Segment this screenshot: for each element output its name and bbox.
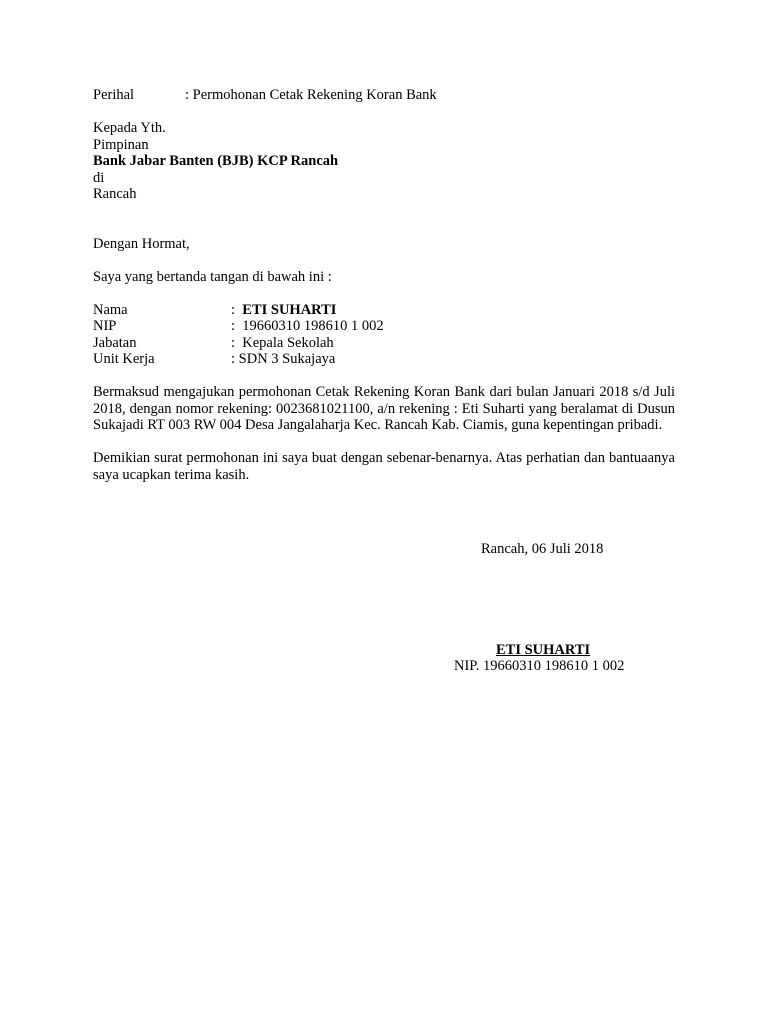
- unit-kerja-label: Unit Kerja: [93, 351, 155, 367]
- signature-name: ETI SUHARTI: [496, 642, 591, 658]
- nip-row: [93, 318, 675, 335]
- recipient-line-1: Kepada Yth.: [93, 120, 166, 136]
- nama-separator: :: [231, 301, 243, 318]
- perihal-label: Perihal: [93, 87, 135, 103]
- jabatan-value: : Kepala Sekolah: [231, 334, 334, 351]
- recipient-bank: Bank Jabar Banten (BJB) KCP Rancah: [93, 153, 339, 169]
- nip-label: NIP: [93, 318, 117, 334]
- recipient-line-2: Pimpinan: [93, 136, 149, 153]
- nama-row: [93, 302, 675, 319]
- intro-text: Saya yang bertanda tangan di bawah ini :: [93, 268, 332, 285]
- perihal-value: : Permohonan Cetak Rekening Koran Bank: [185, 87, 437, 103]
- place-date: Rancah, 06 Juli 2018: [481, 541, 604, 557]
- nama-label: Nama: [93, 301, 128, 318]
- nama-value: ETI SUHARTI: [242, 301, 337, 318]
- signature-nip: NIP. 19660310 198610 1 002: [454, 658, 625, 674]
- body-paragraph: Bermaksud mengajukan permohonan Cetak Rekening Koran Bank dari bulan Januari 2018 s/d Juli 2018, dengan nomor rekening: 0023681021100, a/n rekening : Eti Suharti yang beralamat di Dusun Sukajadi RT 003 RW 004 Desa Jangalaharja Kec. Rancah Kab. Ciamis, guna kepentingan pribadi.: [93, 384, 675, 433]
- recipient-line-4: di: [93, 169, 105, 186]
- recipient-city: Rancah: [93, 186, 137, 202]
- jabatan-row: [93, 335, 675, 352]
- perihal-row: [93, 87, 675, 104]
- nip-value: : 19660310 198610 1 002: [231, 318, 384, 334]
- unit-kerja-value: : SDN 3 Sukajaya: [231, 351, 336, 367]
- greeting: Dengan Hormat,: [93, 235, 190, 252]
- letter-body: [93, 87, 675, 483]
- unit-kerja-row: [93, 351, 675, 368]
- jabatan-label: Jabatan: [93, 334, 137, 351]
- closing-paragraph: Demikian surat permohonan ini saya buat dengan sebenar-benarnya. Atas perhatian dan bantuaanya saya ucapkan terima kasih.: [93, 450, 675, 483]
